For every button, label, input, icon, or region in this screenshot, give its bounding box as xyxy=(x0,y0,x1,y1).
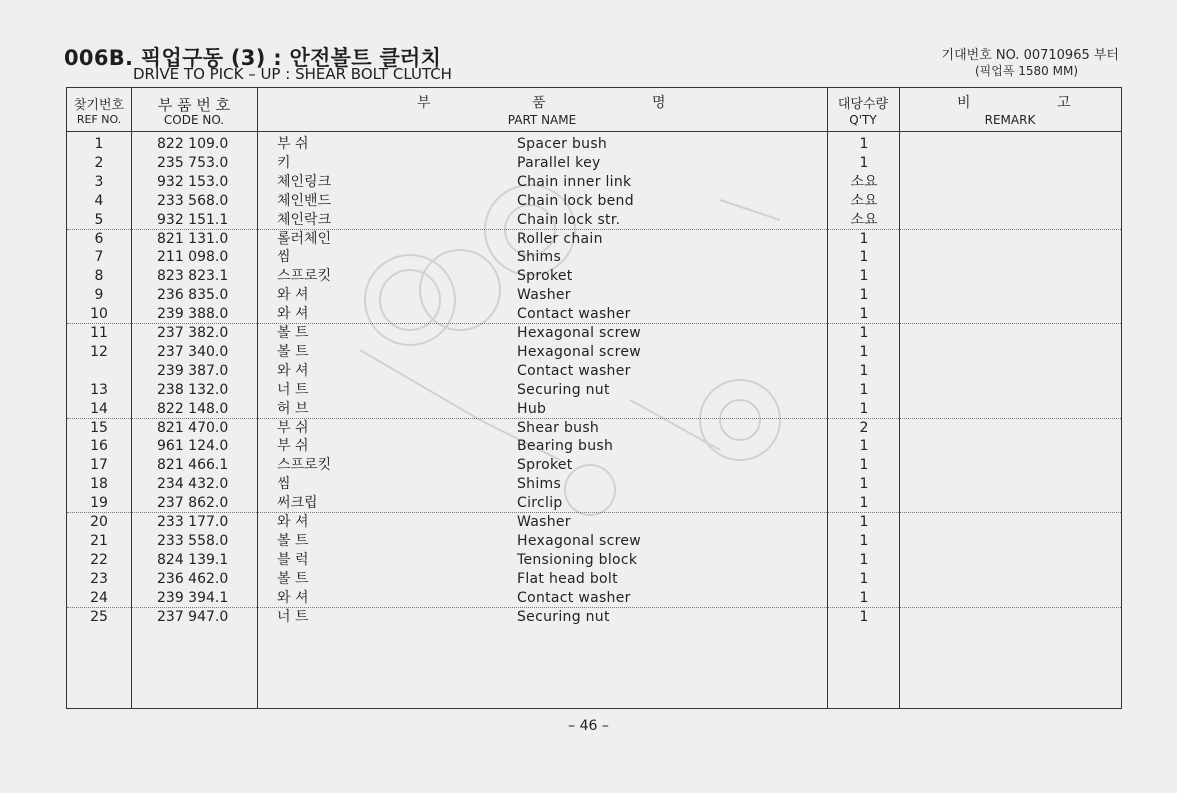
qty-cell: 소요 xyxy=(850,173,878,190)
qty-cell: 1 xyxy=(859,514,869,530)
code-header-korean: 부 품 번 호 xyxy=(157,96,231,114)
part-name-korean-cell: 허 브 xyxy=(277,400,309,417)
name-header-korean-3: 명 xyxy=(652,95,666,111)
table-row xyxy=(67,305,1121,324)
ref-cell: 18 xyxy=(90,476,108,493)
qty-cell: 1 xyxy=(859,230,869,247)
code-cell: 236 462.0 xyxy=(157,570,229,587)
ref-cell: 17 xyxy=(90,457,108,474)
qty-cell: 1 xyxy=(859,438,869,455)
qty-cell: 1 xyxy=(859,400,869,417)
ref-cell: 5 xyxy=(94,211,104,228)
remark-header-english: REMARK xyxy=(984,113,1036,127)
code-cell: 932 153.0 xyxy=(157,173,229,190)
part-name-english-cell: Sproket xyxy=(517,268,573,285)
code-cell: 237 382.0 xyxy=(157,325,229,341)
part-name-english-cell: Shear bush xyxy=(517,419,600,436)
part-name-english-cell: Contact washer xyxy=(517,589,631,606)
code-cell: 233 558.0 xyxy=(157,532,229,549)
part-name-english-cell: Contact washer xyxy=(517,362,631,379)
table-row xyxy=(67,192,1121,211)
part-name-english-cell: Spacer bush xyxy=(517,136,608,152)
part-name-english-cell: Bearing bush xyxy=(517,438,614,455)
code-cell: 961 124.0 xyxy=(157,438,229,455)
table-row xyxy=(67,589,1121,608)
qty-cell: 1 xyxy=(859,136,869,152)
code-cell: 238 132.0 xyxy=(157,381,229,398)
ref-cell: 2 xyxy=(94,154,104,171)
ref-cell: 8 xyxy=(94,268,104,285)
table-row xyxy=(67,324,1121,343)
part-name-korean-cell: 와 셔 xyxy=(277,287,309,304)
part-name-korean-cell: 볼 트 xyxy=(277,343,309,360)
ref-cell: 21 xyxy=(90,532,108,549)
code-cell: 821 131.0 xyxy=(157,230,229,247)
code-cell: 233 177.0 xyxy=(157,514,229,530)
part-name-korean-cell: 씸 xyxy=(277,249,291,266)
ref-cell: 11 xyxy=(90,325,108,341)
code-cell: 823 823.1 xyxy=(157,268,229,285)
part-name-korean-cell: 부 쉬 xyxy=(277,136,309,152)
ref-cell: 13 xyxy=(90,381,108,398)
code-cell: 822 148.0 xyxy=(157,400,229,417)
ref-cell: 20 xyxy=(90,514,108,530)
code-cell: 235 753.0 xyxy=(157,154,229,171)
code-header-english: CODE NO. xyxy=(163,113,225,127)
qty-cell: 1 xyxy=(859,589,869,606)
code-cell: 821 470.0 xyxy=(157,419,229,436)
table-row xyxy=(67,551,1121,570)
part-name-korean-cell: 와 셔 xyxy=(277,306,309,323)
part-name-korean-cell: 체인밴드 xyxy=(277,192,332,209)
table-row xyxy=(67,608,1121,627)
qty-cell: 1 xyxy=(859,608,869,625)
part-name-english-cell: Roller chain xyxy=(517,230,603,247)
table-row xyxy=(67,211,1121,230)
ref-cell: 4 xyxy=(94,192,104,209)
qty-cell: 2 xyxy=(859,419,869,436)
pickup-width-note: (픽업폭 1580 MM) xyxy=(974,64,1078,78)
table-row xyxy=(67,475,1121,494)
name-header-korean-1: 부 xyxy=(417,95,431,111)
ref-cell: 12 xyxy=(90,343,108,360)
qty-cell: 1 xyxy=(859,381,869,398)
qty-cell: 1 xyxy=(859,287,869,304)
table-row xyxy=(67,381,1121,400)
header-divider xyxy=(67,131,1121,132)
name-header-korean-2: 품 xyxy=(532,95,546,111)
table-row xyxy=(67,400,1121,419)
part-name-english-cell: Shims xyxy=(517,476,562,493)
remark-header-korean-1: 비 xyxy=(957,95,971,111)
qty-cell: 1 xyxy=(859,362,869,379)
ref-cell: 25 xyxy=(90,608,108,625)
table-row xyxy=(67,230,1121,249)
ref-cell: 10 xyxy=(90,306,108,323)
part-name-english-cell: Parallel key xyxy=(517,154,601,171)
ref-cell: 23 xyxy=(90,570,108,587)
qty-cell: 1 xyxy=(859,154,869,171)
ref-cell: 14 xyxy=(90,400,108,417)
part-name-korean-cell: 와 셔 xyxy=(277,362,309,379)
part-name-english-cell: Sproket xyxy=(517,457,573,474)
code-cell: 821 466.1 xyxy=(157,457,229,474)
part-name-korean-cell: 볼 트 xyxy=(277,532,309,549)
part-name-korean-cell: 블 럭 xyxy=(277,551,309,568)
table-row xyxy=(67,362,1121,381)
code-cell: 237 947.0 xyxy=(157,608,229,625)
table-row xyxy=(67,343,1121,362)
part-name-korean-cell: 와 셔 xyxy=(277,589,309,606)
ref-cell: 9 xyxy=(94,287,104,304)
part-name-english-cell: Chain lock str. xyxy=(517,211,621,228)
page-number: – 46 – xyxy=(568,718,609,734)
remark-header-korean-2: 고 xyxy=(1057,95,1071,111)
qty-cell: 1 xyxy=(859,457,869,474)
ref-cell: 1 xyxy=(94,136,104,152)
part-name-english-cell: Securing nut xyxy=(517,381,610,398)
code-cell: 239 394.1 xyxy=(157,589,229,606)
qty-cell: 1 xyxy=(859,306,869,323)
code-cell: 824 139.1 xyxy=(157,551,229,568)
code-cell: 822 109.0 xyxy=(157,136,229,152)
ref-cell: 16 xyxy=(90,438,108,455)
part-name-english-cell: Hexagonal screw xyxy=(517,343,642,360)
part-name-korean-cell: 와 셔 xyxy=(277,514,309,530)
part-name-english-cell: Circlip xyxy=(517,495,563,512)
part-name-korean-cell: 부 쉬 xyxy=(277,438,309,455)
part-name-english-cell: Shims xyxy=(517,249,562,266)
part-name-english-cell: Chain inner link xyxy=(517,173,632,190)
ref-header-english: REF NO. xyxy=(76,113,122,126)
qty-cell: 1 xyxy=(859,532,869,549)
table-row xyxy=(67,570,1121,589)
table-row xyxy=(67,154,1121,173)
qty-cell: 1 xyxy=(859,343,869,360)
table-row xyxy=(67,513,1121,532)
part-name-korean-cell: 볼 트 xyxy=(277,325,309,341)
part-name-korean-cell: 체인링크 xyxy=(277,173,332,190)
table-row xyxy=(67,419,1121,438)
part-name-korean-cell: 체인락크 xyxy=(277,211,332,228)
part-name-korean-cell: 스프로킷 xyxy=(277,457,332,474)
code-cell: 211 098.0 xyxy=(157,249,229,266)
qty-cell: 1 xyxy=(859,249,869,266)
part-name-korean-cell: 너 트 xyxy=(277,381,309,398)
part-name-korean-cell: 롤러체인 xyxy=(277,230,332,247)
ref-cell: 7 xyxy=(94,249,104,266)
part-name-korean-cell: 너 트 xyxy=(277,608,309,625)
part-name-english-cell: Hexagonal screw xyxy=(517,325,642,341)
table-row xyxy=(67,437,1121,456)
part-name-korean-cell: 써크립 xyxy=(277,495,318,512)
table-row xyxy=(67,286,1121,305)
table-row xyxy=(67,173,1121,192)
name-header-english: PART NAME xyxy=(507,113,577,127)
qty-cell: 1 xyxy=(859,476,869,493)
code-cell: 236 835.0 xyxy=(157,287,229,304)
qty-cell: 1 xyxy=(859,325,869,341)
code-cell: 239 388.0 xyxy=(157,306,229,323)
part-name-english-cell: Hub xyxy=(517,400,547,417)
qty-cell: 소요 xyxy=(850,211,878,228)
part-name-korean-cell: 부 쉬 xyxy=(277,419,309,436)
code-cell: 234 432.0 xyxy=(157,476,229,493)
qty-cell: 소요 xyxy=(850,192,878,209)
ref-cell: 3 xyxy=(94,173,104,190)
table-row xyxy=(67,532,1121,551)
qty-cell: 1 xyxy=(859,570,869,587)
part-name-english-cell: Tensioning block xyxy=(517,551,638,568)
qty-header-korean: 대당수량 xyxy=(837,97,889,112)
machine-number: 기대번호 NO. 00710965 부터 xyxy=(941,48,1119,63)
table-row xyxy=(67,267,1121,286)
part-name-english-cell: Washer xyxy=(517,514,571,530)
table-row xyxy=(67,494,1121,513)
code-cell: 237 340.0 xyxy=(157,343,229,360)
part-name-english-cell: Washer xyxy=(517,287,571,304)
page-title-english: DRIVE TO PICK – UP : SHEAR BOLT CLUTCH xyxy=(133,65,452,83)
part-name-english-cell: Hexagonal screw xyxy=(517,532,642,549)
ref-cell: 24 xyxy=(90,589,108,606)
ref-cell: 15 xyxy=(90,419,108,436)
part-name-english-cell: Flat head bolt xyxy=(517,570,618,587)
table-row xyxy=(67,248,1121,267)
table-row xyxy=(67,456,1121,475)
part-name-english-cell: Contact washer xyxy=(517,306,631,323)
code-cell: 932 151.1 xyxy=(157,211,229,228)
qty-cell: 1 xyxy=(859,551,869,568)
qty-cell: 1 xyxy=(859,495,869,512)
parts-table xyxy=(66,87,1122,709)
table-row xyxy=(67,135,1121,154)
part-name-english-cell: Securing nut xyxy=(517,608,610,625)
ref-cell: 22 xyxy=(90,551,108,568)
qty-header-english: Q'TY xyxy=(849,113,877,127)
qty-cell: 1 xyxy=(859,268,869,285)
ref-cell: 19 xyxy=(90,495,108,512)
part-name-english-cell: Chain lock bend xyxy=(517,192,634,209)
part-name-korean-cell: 키 xyxy=(277,154,291,171)
part-name-korean-cell: 스프로킷 xyxy=(277,268,332,285)
code-cell: 233 568.0 xyxy=(157,192,229,209)
code-cell: 237 862.0 xyxy=(157,495,229,512)
ref-cell: 6 xyxy=(94,230,104,247)
part-name-korean-cell: 볼 트 xyxy=(277,570,309,587)
page-title-korean: 006B. 픽업구동 (3) : 안전볼트 클러치 xyxy=(64,46,442,70)
part-name-korean-cell: 씸 xyxy=(277,476,291,493)
ref-header-korean: 찾기번호 xyxy=(73,98,125,113)
code-cell: 239 387.0 xyxy=(157,362,229,379)
